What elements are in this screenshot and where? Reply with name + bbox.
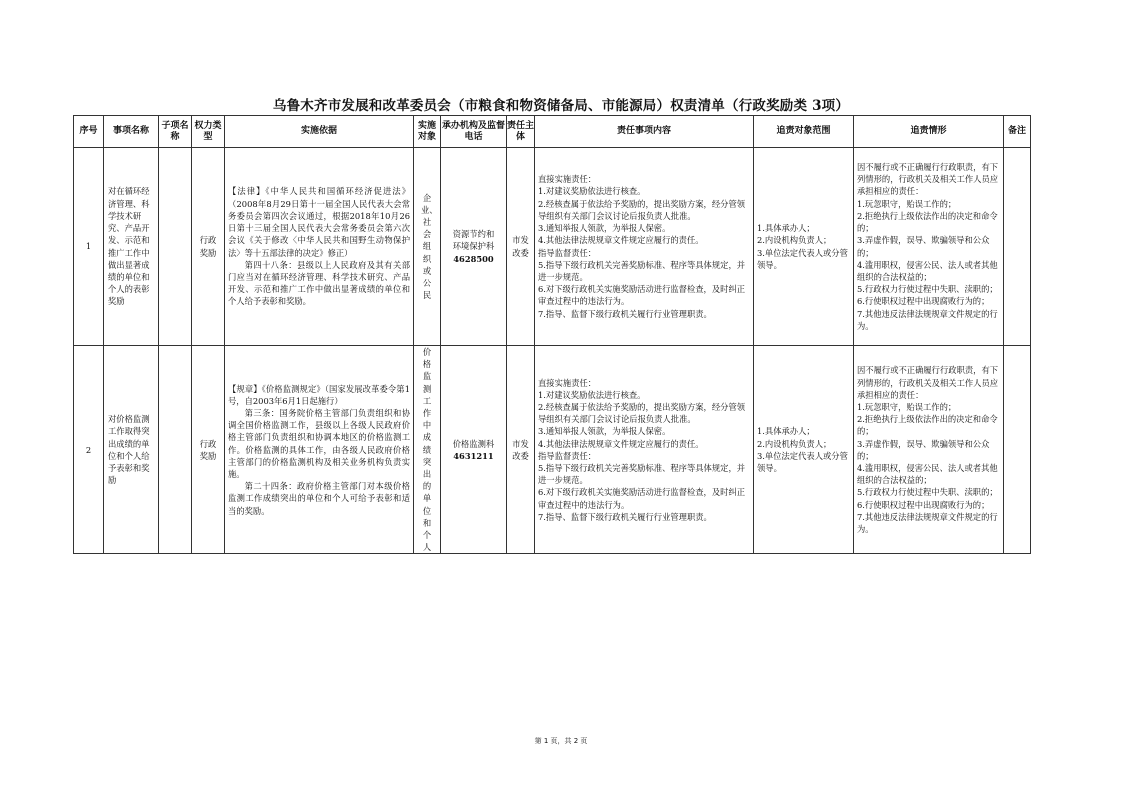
situation-line: 1.玩忽职守，贻误工作的； [857,401,957,412]
situation-line: 因不履行或不正确履行行政职责，有下列情形的，行政机关及相关工作人员应承担相应的责任： [857,365,999,400]
cell-seq: 1 [74,148,104,346]
cell-power-type [192,148,225,346]
cell-scope [754,346,854,554]
situation-line: 3.弄虚作假，误导、欺骗领导和公众的； [857,438,990,461]
cell-dept [441,346,507,554]
cell-power-type [192,346,225,554]
header-sub-item: 子项名称 [159,116,192,148]
header-subject: 责任主体 [507,116,535,148]
cell-sub-item [159,148,192,346]
situation-line: 5.行政权力行使过程中失职、渎职的； [857,284,998,295]
header-target: 实施对象 [414,116,441,148]
situation-line: 3.弄虚作假，误导、欺骗领导和公众的； [857,235,990,258]
duty-line: 6.对下级行政机关实施奖励活动进行监督检查，及时纠正审查过程中的违法行为。 [538,487,746,510]
subject-text: 市发改委 [512,235,529,258]
duty-line: 5.指导下级行政机关完善奖励标准、程序等具体规定，并进一步规范。 [538,259,746,282]
cell-basis [225,148,414,346]
situation-line: 4.滥用职权，侵害公民、法人或者其他组织的合法权益的； [857,462,998,486]
header-item-name: 事项名称 [104,116,159,148]
scope-line: 1.具体承办人； [757,223,815,234]
cell-dept [441,148,507,346]
situation-line: 6.行使职权过程中出现腐败行为的； [857,296,990,307]
header-seq: 序号 [74,116,104,148]
cell-target [414,346,441,554]
page-footer: 第 1 页，共 2 页 [534,737,588,745]
cell-sub-item [159,346,192,554]
header-duties: 责任事项内容 [535,116,754,148]
power-type-text: 行政奖励 [199,438,217,461]
dept-name: 资源节约和环境保护科 [452,229,495,252]
basis-paragraph: 第三条：国务院价格主管部门负责组织和协调全国价格监测工作，县级以上各级人民政府价格主管部门负责组织和协调本地区的价格监测工作。价格监测的具体工作，由各级人民政府价格主管部门的价格监测机构及相关业务机构负责实施。 [228,408,410,480]
scope-line: 2.内设机构负责人； [757,438,832,449]
dept-phone: 4631211 [453,450,494,461]
situation-line: 1.玩忽职守，贻误工作的； [857,198,957,209]
situation-line: 2.拒绝执行上级依法作出的决定和命令的； [857,210,998,234]
header-remarks: 备注 [1004,116,1031,148]
scope-line: 3.单位法定代表人或分管领导。 [757,450,848,473]
cell-duties [535,148,754,346]
duty-line: 2.经核查属于依法给予奖励的，提出奖励方案，经分管领导组织有关部门会议讨论后报负责人批准。 [538,401,746,425]
header-power-type: 权力类型 [192,116,225,148]
cell-basis [225,346,414,554]
duty-line: 1.对建议奖励依法进行核查。 [538,186,646,197]
basis-paragraph: 第二十四条：政府价格主管部门对本级价格监测工作成绩突出的单位和个人可给予表彰和适当的奖励。 [228,481,410,516]
cell-item-name: 对价格监测工作取得突出成绩的单位和个人给予表彰和奖励 [104,346,159,554]
duty-line: 7.指导、监督下级行政机关履行行业管理职责。 [538,308,712,319]
page-title: 乌鲁木齐市发展和改革委员会（市粮食和物资储备局、市能源局）权责清单（行政奖励类 3项） [272,98,850,114]
basis-paragraph: 第四十八条：县级以上人民政府及其有关部门应当对在循环经济管理、科学技术研究、产品开发、示范和推广工作中做出显著成绩的单位和个人给予表彰和奖励。 [228,259,410,307]
duty-line: 5.指导下级行政机关完善奖励标准、程序等具体规定，并进一步规范。 [538,462,746,486]
cell-subject [507,346,535,554]
duty-line: 3.通知举报人领款，为举报人保密。 [538,426,671,437]
target-text: 企业、社会组织或公民 [421,192,438,301]
situation-line: 7.其他违反法律法规规章文件规定的行为。 [857,511,998,534]
responsibility-table [73,115,1031,554]
duty-line: 4.其他法律法规规章文件规定应履行的责任。 [538,235,704,246]
header-dept: 承办机构及监督电话 [441,116,507,148]
duty-line: 直接实施责任： [538,174,597,185]
basis-paragraph: 【规章】《价格监测规定》（国家发展改革委令第1号，自2003年6月1日起施行） [228,383,410,406]
subject-text: 市发改委 [512,438,529,461]
header-basis: 实施依据 [225,116,414,148]
duty-line: 直接实施责任： [538,377,597,388]
situation-line: 6.行使职权过程中出现腐败行为的； [857,499,990,510]
scope-line: 1.具体承办人； [757,426,815,437]
cell-remarks [1004,346,1031,554]
situation-line: 因不履行或不正确履行行政职责，有下列情形的，行政机关及相关工作人员应承担相应的责任： [857,162,999,197]
target-text: 价格监测工作中成绩突出的单位和个人 [422,347,432,553]
table-header-row [74,116,1031,148]
cell-item-name: 对在循环经济管理、科学技术研究、产品开发、示范和推广工作中做出显著成绩的单位和个人的表彰奖励 [104,148,159,346]
cell-scope [754,148,854,346]
duty-line: 指导监督责任： [538,450,597,461]
header-scope: 追责对象范围 [754,116,854,148]
dept-name: 价格监测科 [452,438,495,449]
duty-line: 7.指导、监督下级行政机关履行行业管理职责。 [538,511,712,522]
situation-line: 7.其他违反法律法规规章文件规定的行为。 [857,308,998,331]
cell-seq: 2 [74,346,104,554]
duty-line: 3.通知举报人领款，为举报人保密。 [538,223,671,234]
situation-line: 5.行政权力行使过程中失职、渎职的； [857,487,998,498]
cell-duties [535,346,754,554]
scope-line: 2.内设机构负责人； [757,235,832,246]
cell-target [414,148,441,346]
duty-line: 1.对建议奖励依法进行核查。 [538,389,646,400]
duty-line: 6.对下级行政机关实施奖励活动进行监督检查，及时纠正审查过程中的违法行为。 [538,284,746,307]
table-row [74,148,1031,346]
cell-remarks [1004,148,1031,346]
cell-situations [854,148,1004,346]
header-situations: 追责情形 [854,116,1004,148]
basis-paragraph: 【法律】《中华人民共和国循环经济促进法》（2008年8月29日第十一届全国人民代表大会常务委员会第四次会议通过，根据2018年10月26日第十三届全国人民代表大会常务委员会第六次会议《关于修改〈中华人民共和国野生动物保护法〉等十五部法律的决定》修正） [228,186,410,258]
table-row [74,346,1031,554]
power-type-text: 行政奖励 [199,235,217,258]
duty-line: 4.其他法律法规规章文件规定应履行的责任。 [538,438,704,449]
scope-line: 3.单位法定代表人或分管领导。 [757,247,848,270]
duty-line: 2.经核查属于依法给予奖励的，提出奖励方案，经分管领导组织有关部门会议讨论后报负责人批准。 [538,198,746,221]
cell-situations [854,346,1004,554]
cell-subject [507,148,535,346]
duty-line: 指导监督责任： [538,247,597,258]
situation-line: 2.拒绝执行上级依法作出的决定和命令的； [857,414,998,437]
dept-phone: 4628500 [453,253,494,264]
situation-line: 4.滥用职权，侵害公民、法人或者其他组织的合法权益的； [857,259,998,282]
